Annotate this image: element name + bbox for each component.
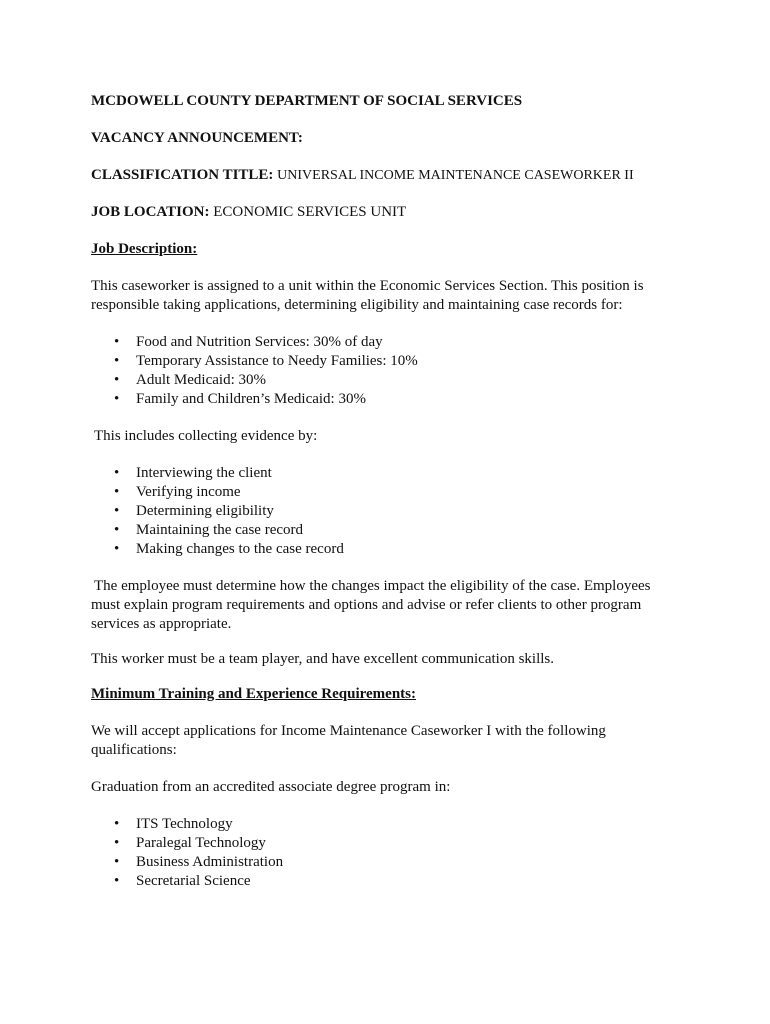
list-item: • Making changes to the case record: [91, 540, 691, 559]
list-item: • Determining eligibility: [91, 502, 691, 521]
list-item: • Adult Medicaid: 30%: [91, 371, 691, 390]
list-item: • ITS Technology: [91, 815, 691, 834]
requirements-heading: Minimum Training and Experience Requirements:: [91, 686, 417, 702]
vacancy-heading: VACANCY ANNOUNCEMENT:: [91, 130, 303, 146]
list-item: • Interviewing the client: [91, 464, 691, 483]
list-item: • Temporary Assistance to Needy Families: 10%: [91, 352, 691, 371]
location-line: [91, 203, 691, 222]
list-item: • Paralegal Technology: [91, 834, 691, 853]
evidence-intro: This includes collecting evidence by:: [94, 428, 318, 444]
evidence-list: [91, 464, 691, 559]
accept-line-2: qualifications:: [91, 742, 177, 758]
intro-line-1: This caseworker is assigned to a unit within the Economic Services Section. This position is: [91, 278, 644, 294]
list-item: • Family and Children’s Medicaid: 30%: [91, 390, 691, 409]
paragraph-line-3: services as appropriate.: [91, 616, 232, 632]
paragraph-line-2: must explain program requirements and options and advise or refer clients to other program: [91, 597, 642, 613]
classification-line: [91, 166, 691, 185]
list-item: • Verifying income: [91, 483, 691, 502]
graduation-line: Graduation from an accredited associate degree program in:: [91, 779, 451, 795]
accept-line-1: We will accept applications for Income Maintenance Caseworker I with the following: [91, 723, 606, 739]
location-value: ECONOMIC SERVICES UNIT: [213, 204, 407, 220]
document-content: [91, 92, 691, 891]
list-item: • Food and Nutrition Services: 30% of day: [91, 333, 691, 352]
department-heading: MCDOWELL COUNTY DEPARTMENT OF SOCIAL SERVICES: [91, 93, 523, 109]
list-item: • Business Administration: [91, 853, 691, 872]
paragraph-line-1: The employee must determine how the changes impact the eligibility of the case. Employees: [94, 578, 651, 594]
classification-value: UNIVERSAL INCOME MAINTENANCE CASEWORKER II: [277, 168, 634, 183]
intro-line-2: responsible taking applications, determining eligibility and maintaining case records for:: [91, 297, 623, 313]
classification-label: CLASSIFICATION TITLE:: [91, 167, 274, 183]
list-item: • Maintaining the case record: [91, 521, 691, 540]
team-player-line: This worker must be a team player, and have excellent communication skills.: [91, 651, 555, 667]
degree-program-list: [91, 815, 691, 891]
job-description-heading: Job Description:: [91, 241, 198, 257]
list-item: • Secretarial Science: [91, 872, 691, 891]
program-list: [91, 333, 691, 409]
location-label: JOB LOCATION:: [91, 204, 210, 220]
